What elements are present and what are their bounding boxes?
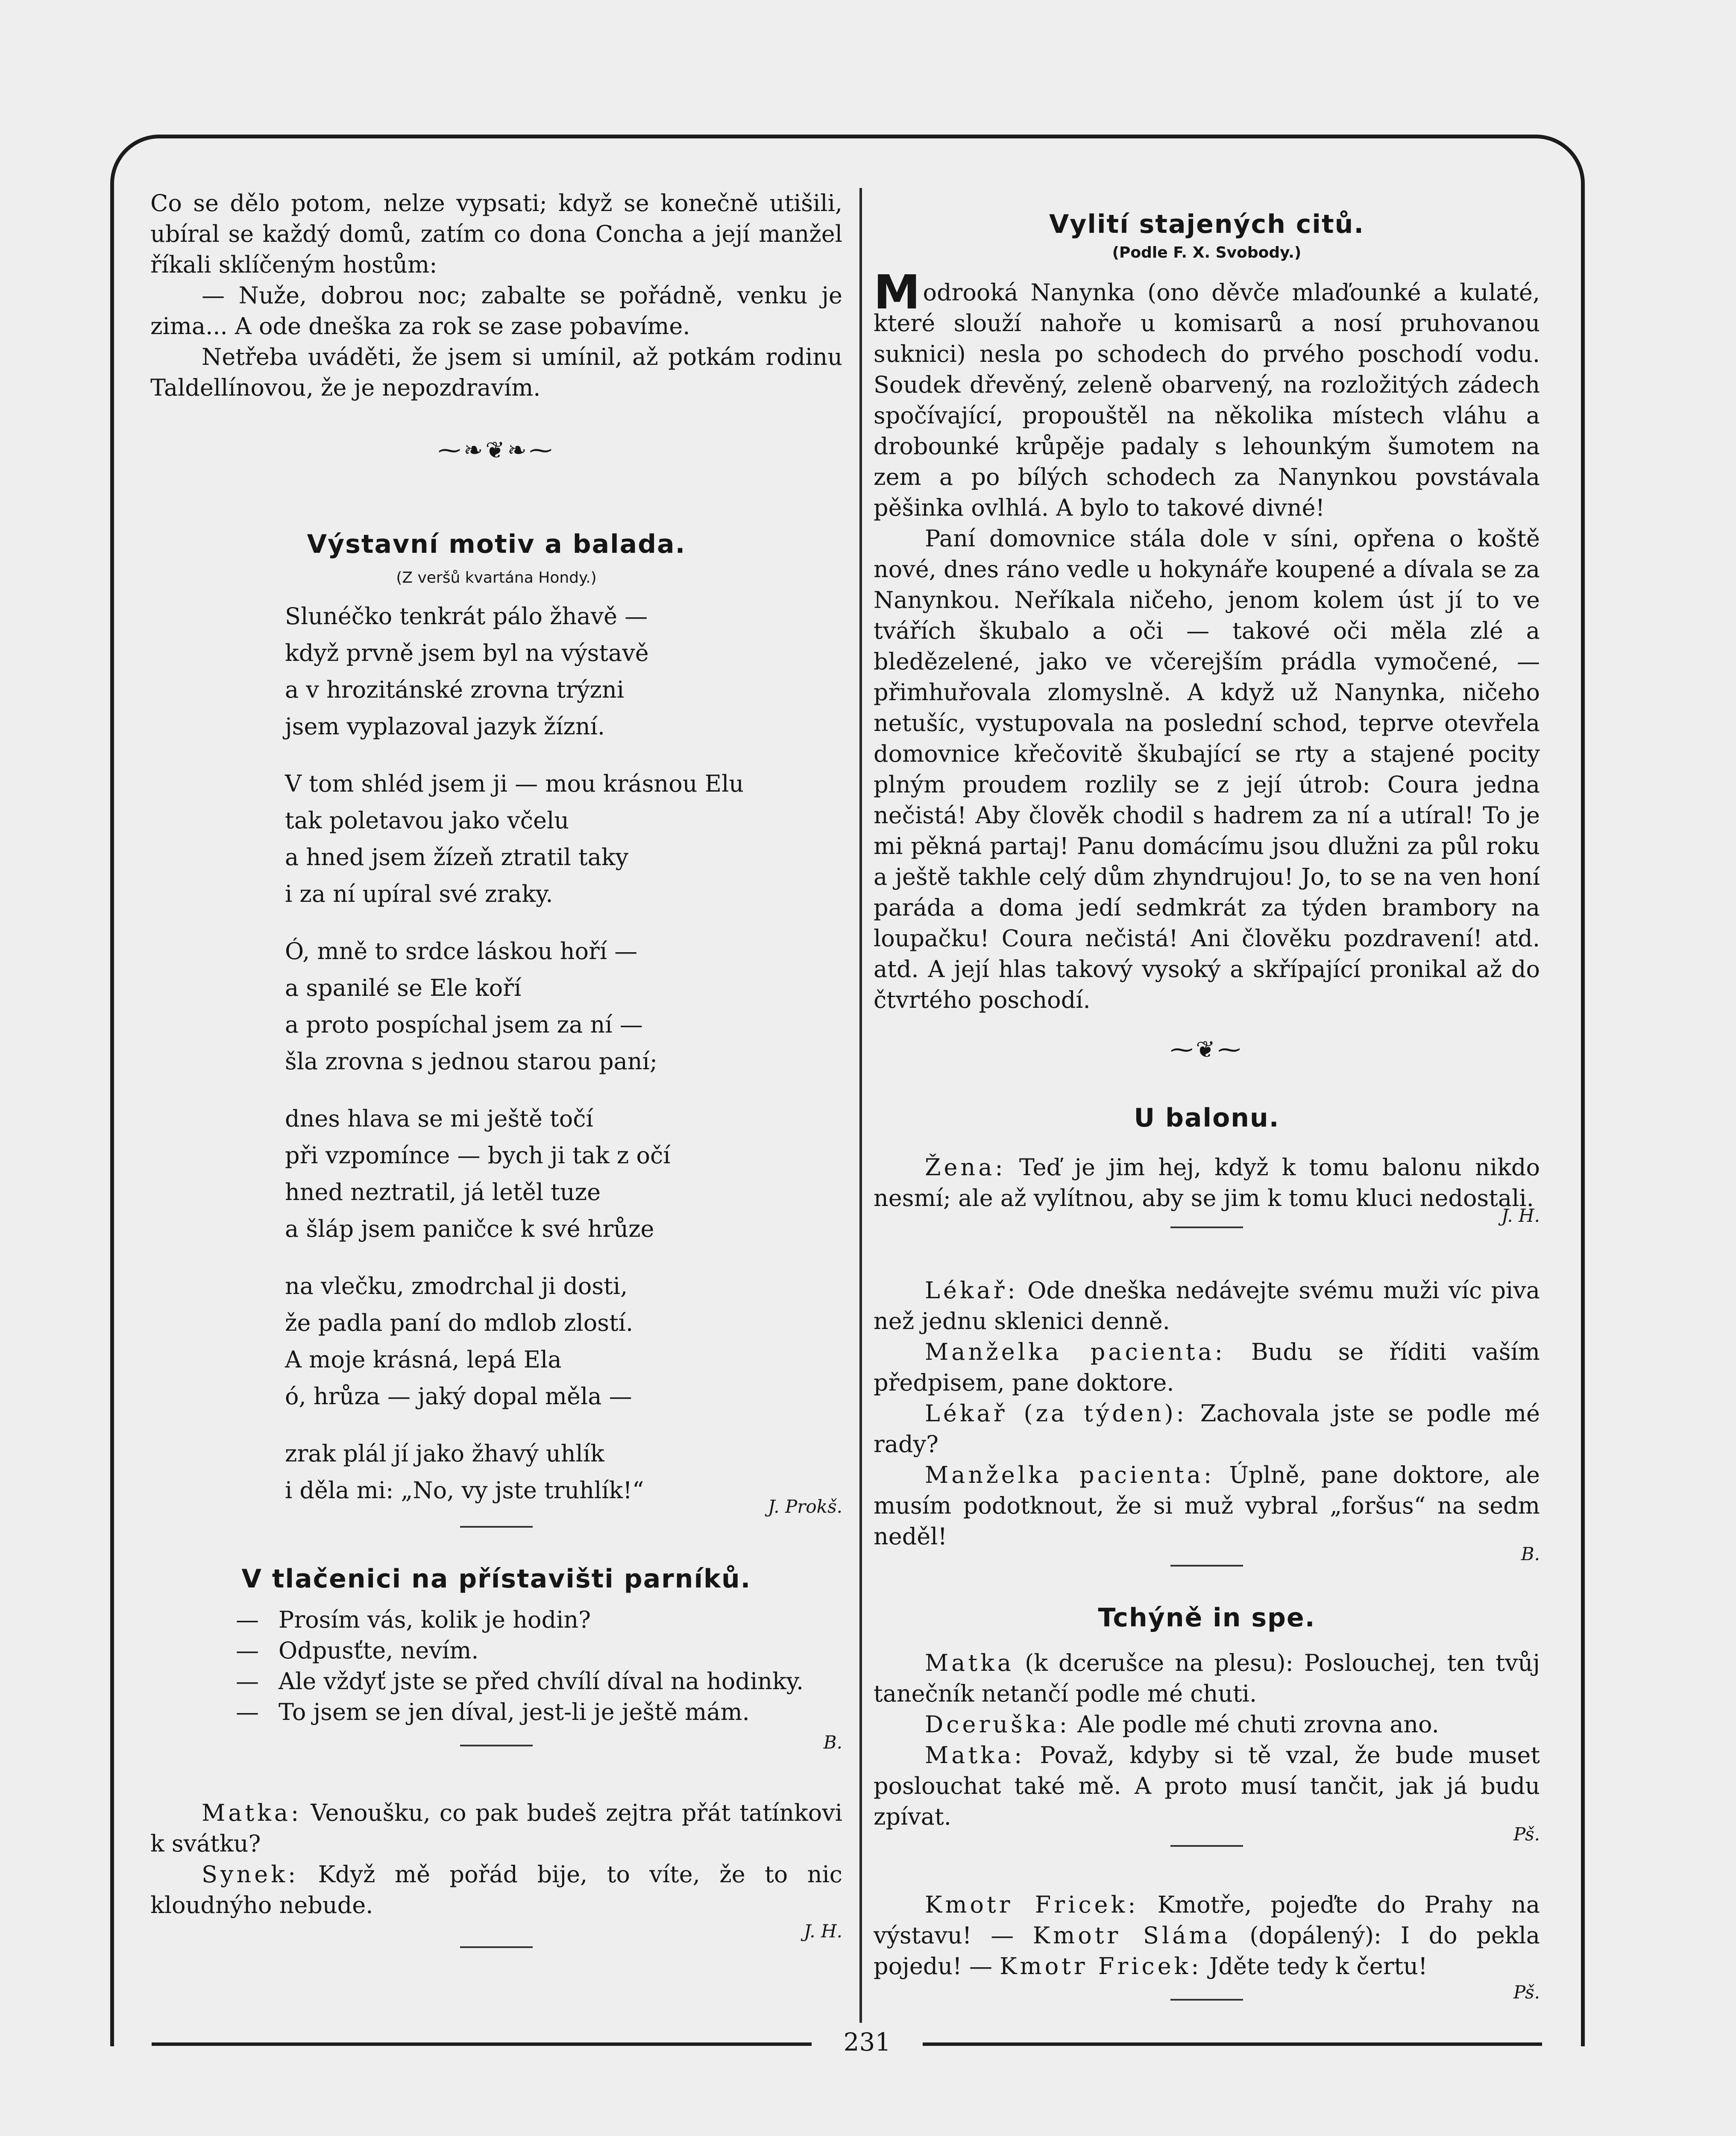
dialog-line — [236, 1635, 842, 1666]
doctor-line-1 — [874, 1275, 1540, 1337]
balloon-signature: J. H. — [1501, 1205, 1540, 1226]
dialog-line — [236, 1697, 842, 1728]
speaker: Dceruška: — [925, 1711, 1070, 1738]
speaker: Kmotr Fricek: — [925, 1891, 1139, 1918]
speech: Venoušku, co pak budeš zejtra přát tatínkovi k svátku? — [150, 1799, 842, 1857]
ballad-subtitle: (Z veršů kvartána Hondy.) — [396, 569, 597, 587]
dash: — — [236, 1637, 259, 1664]
speech: Ode dneška nedávejte svému muži víc piva než jednu sklenici denně. — [874, 1277, 1540, 1335]
speech: Teď je jim hej, když k tomu balonu nikdo nesmí; ale až vylítnou, aby se jim k tomu kluci nedostali. — [874, 1154, 1540, 1212]
footer-rule-right — [914, 2042, 1542, 2046]
speech: Budu se říditi vaším předpisem, pane doktore. — [874, 1338, 1540, 1396]
speech: Úplně, pane doktore, ale musím podotknout, že si muž vybral „foršus“ na sedm neděl! — [874, 1461, 1540, 1550]
mil-line-2 — [874, 1709, 1540, 1740]
section-rule — [460, 1946, 533, 1948]
verse-line: i děla mi: „No, vy jste truhlík!“ — [285, 1477, 644, 1504]
doctor-signature: B. — [1521, 1543, 1540, 1564]
ballad-verse — [285, 598, 842, 1509]
speech: Když mě pořád bije, to víte, že to nic kloudnýho nebude. — [150, 1861, 842, 1919]
stanza — [285, 1268, 842, 1415]
ballad-title: Výstavní motiv a balada. — [307, 529, 686, 559]
speaker: Lékař (za týden): — [925, 1400, 1187, 1427]
verse-line: a šláp jsem paničce k své hrůze — [285, 1215, 654, 1242]
dialog-line — [236, 1605, 842, 1635]
mil-line-3 — [874, 1740, 1540, 1832]
stanza — [285, 1100, 842, 1247]
verse-line: a spanilé se Ele koří — [285, 974, 522, 1001]
dash: — — [236, 1606, 259, 1633]
section-rule — [1170, 1565, 1243, 1567]
verse-line: dnes hlava se mi ještě točí — [285, 1105, 593, 1132]
feelings-paragraph-1 — [874, 265, 1540, 523]
speech: Zachovala jste se podle mé rady? — [874, 1400, 1540, 1458]
dash: — — [236, 1699, 259, 1725]
speech: Ale podle mé chuti zrovna ano. — [1077, 1711, 1439, 1738]
section-rule — [1170, 1845, 1243, 1847]
dialog-text: Prosím vás, kolik je hodin? — [279, 1606, 591, 1633]
verse-line: a v hrozitánské zrovna trýzni — [285, 676, 625, 703]
doctor-line-2 — [874, 1337, 1540, 1398]
verse-line: A moje krásná, lepá Ela — [285, 1346, 562, 1373]
speaker: Manželka pacienta: — [925, 1461, 1215, 1488]
dialog-text: Ale vždyť jste se před chvílí díval na hodinky. — [279, 1668, 804, 1695]
son-exchange-2 — [150, 1859, 842, 1921]
speech: (k dcerušce na plesu): Poslouchej, ten tvůj tanečník netančí podle mé chuti. — [874, 1649, 1540, 1707]
verse-line: i za ní upíral své zraky. — [285, 880, 553, 907]
verse-line: když prvně jsem byl na výstavě — [285, 640, 649, 666]
ornament-divider: ⁓❧❦❧⁓ — [438, 437, 555, 464]
stanza — [285, 766, 842, 912]
speaker: Matka: — [202, 1799, 302, 1826]
mil-title: Tchýně in spe. — [1098, 1603, 1316, 1633]
speaker: Manželka pacienta: — [925, 1338, 1226, 1365]
verse-line: Ó, mně to srdce láskou hoří — — [285, 938, 638, 965]
verse-line: V tom shléd jsem ji — mou krásnou Elu — [285, 770, 744, 797]
right-column — [874, 188, 1540, 2001]
speech: (dopálený): I do pekla pojedu! — — [874, 1922, 1540, 1980]
speech: Jděte tedy k čertu! — [1209, 1953, 1428, 1980]
godfather-dialog — [874, 1890, 1540, 1982]
balloon-exchange — [874, 1152, 1540, 1214]
verse-line: Slunéčko tenkrát pálo žhavě — — [285, 603, 648, 630]
drop-cap: M — [874, 265, 921, 320]
paragraph-text: odrooká Nanynka (ono děvče mlaďounké a kulaté, které slouží nahoře u komisarů a nosí pruhovanou suknici) nesla po schodech do prvého poschodí vodu. Soudek dřevěný, zeleně obarvený, na rozložitých zádech spočívající, propouštěl na několika místech vláhu a drobounké krůpěje padaly s lehounkým šumotem na zem a po bílých schodech za Nanynkou povstávala pěšinka ovlhlá. A bylo to takové divné! — [874, 279, 1540, 521]
godfather-signature: Pš. — [1513, 1982, 1540, 2003]
verse-line: na vlečku, zmodrchal ji dosti, — [285, 1273, 628, 1300]
verse-line: tak poletavou jako včelu — [285, 807, 569, 834]
speaker: Matka: — [925, 1742, 1025, 1769]
doctor-line-4 — [874, 1460, 1540, 1552]
balloon-title: U balonu. — [1134, 1103, 1280, 1133]
section-rule — [460, 1526, 533, 1528]
dialog-text: To jsem se jen díval, jest-li je ještě mám. — [279, 1699, 750, 1725]
mil-signature: Pš. — [1513, 1824, 1540, 1845]
stanza — [285, 598, 842, 745]
verse-line: šla zrovna s jednou starou paní; — [285, 1048, 658, 1075]
verse-line: a hned jsem žízeň ztratil taky — [285, 844, 629, 871]
feelings-paragraph-2: Paní domovnice stála dole v síni, opřena o koště nové, dnes ráno vedle u hokynáře koupené a dívala se za Nanynkou. Neříkala ničeho, jenom kolem úst jí to ve tvářích škubalo a oči — takové oči měla zlé a bledězelené, jako ve včerejším prádla vymočené, — přimhuřovala zlomyslně. A když už Nanynka, ničeho netušíc, vystupovala na poslední schod, teprve otevřela domovnice křečovitě škubající se rty a stajené pocity plným proudem rozlily se z její útrob: Coura jedna nečistá! Aby člověk chodil s hadrem za ní a utíral! To je mi pěkná partaj! Panu domácímu jsou dlužni za půl roku a ještě takhle celý dům zhyndrujou! Jo, to se na ven honí paráda a doma jedí sedmkrát za týden brambory na loupačku! Coura nečistá! Ani člověku pozdravení! atd. atd. A její hlas takový vysoký a skřípající pronikal až do čtvrtého poschodí. — [874, 525, 1540, 1013]
mil-line-1 — [874, 1648, 1540, 1709]
speech: Považ, kdyby si tě vzal, že bude muset poslouchat také mě. A proto musí tančit, jak já budu zpívat. — [874, 1742, 1540, 1830]
verse-line: a proto pospíchal jsem za ní — — [285, 1011, 643, 1038]
section-rule — [460, 1745, 533, 1746]
dash: — — [236, 1668, 259, 1695]
feelings-title: Vylití stajených citů. — [1049, 209, 1365, 239]
ballad-signature: J. Prokš. — [768, 1496, 842, 1517]
verse-line: ó, hrůza — jaký dopal měla — — [285, 1383, 632, 1410]
speech: Kmotře, pojeďte do Prahy na výstavu! — — [874, 1891, 1540, 1949]
feelings-subtitle: (Podle F. X. Svobody.) — [1112, 244, 1302, 261]
section-rule — [1170, 1999, 1243, 2001]
footer-rule-left — [152, 2042, 818, 2046]
left-column — [150, 188, 842, 1948]
stanza — [285, 933, 842, 1080]
ornament-divider: ⁓❦⁓ — [1170, 1036, 1243, 1063]
verse-line: hned neztratil, já letěl tuze — [285, 1179, 601, 1206]
son-signature: J. H. — [803, 1921, 842, 1942]
verse-line: jsem vyplazoval jazyk žízní. — [285, 713, 605, 740]
speaker: Kmotr Fricek: — [1000, 1953, 1202, 1980]
section-rule — [1170, 1226, 1243, 1228]
dialog-line — [236, 1666, 842, 1697]
speaker: Synek: — [202, 1861, 299, 1888]
intro-paragraph-3: Netřeba uváděti, že jsem si umínil, až potkám rodinu Taldellínovou, že je nepozdravím. — [150, 343, 842, 401]
page-number: 231 — [812, 2023, 923, 2061]
crowd-title: V tlačenici na přístavišti parníků. — [241, 1564, 751, 1594]
speaker: Matka — [925, 1649, 1015, 1676]
speaker: Kmotr Sláma — [1032, 1922, 1231, 1949]
column-divider — [859, 188, 862, 2038]
verse-line: že padla paní do mdlob zlostí. — [285, 1309, 633, 1336]
dialog-text: Odpusťte, nevím. — [279, 1637, 479, 1664]
doctor-line-3 — [874, 1398, 1540, 1460]
speaker: Lékař: — [925, 1277, 1018, 1304]
verse-line: při vzpomínce — bych ji tak z očí — [285, 1142, 671, 1169]
intro-paragraph-1: Co se dělo potom, nelze vypsati; když se konečně utišili, ubíral se každý domů, zatím co dona Concha a její manžel říkali sklíčeným hostům: — [150, 190, 842, 278]
son-exchange-1 — [150, 1798, 842, 1859]
crowd-signature: B. — [823, 1732, 842, 1753]
verse-line: zrak plál jí jako žhavý uhlík — [285, 1440, 604, 1467]
intro-paragraph-2: — Nuže, dobrou noc; zabalte se pořádně, venku je zima... A ode dneška za rok se zase pobavíme. — [150, 282, 842, 340]
speaker: Žena: — [925, 1154, 1006, 1181]
